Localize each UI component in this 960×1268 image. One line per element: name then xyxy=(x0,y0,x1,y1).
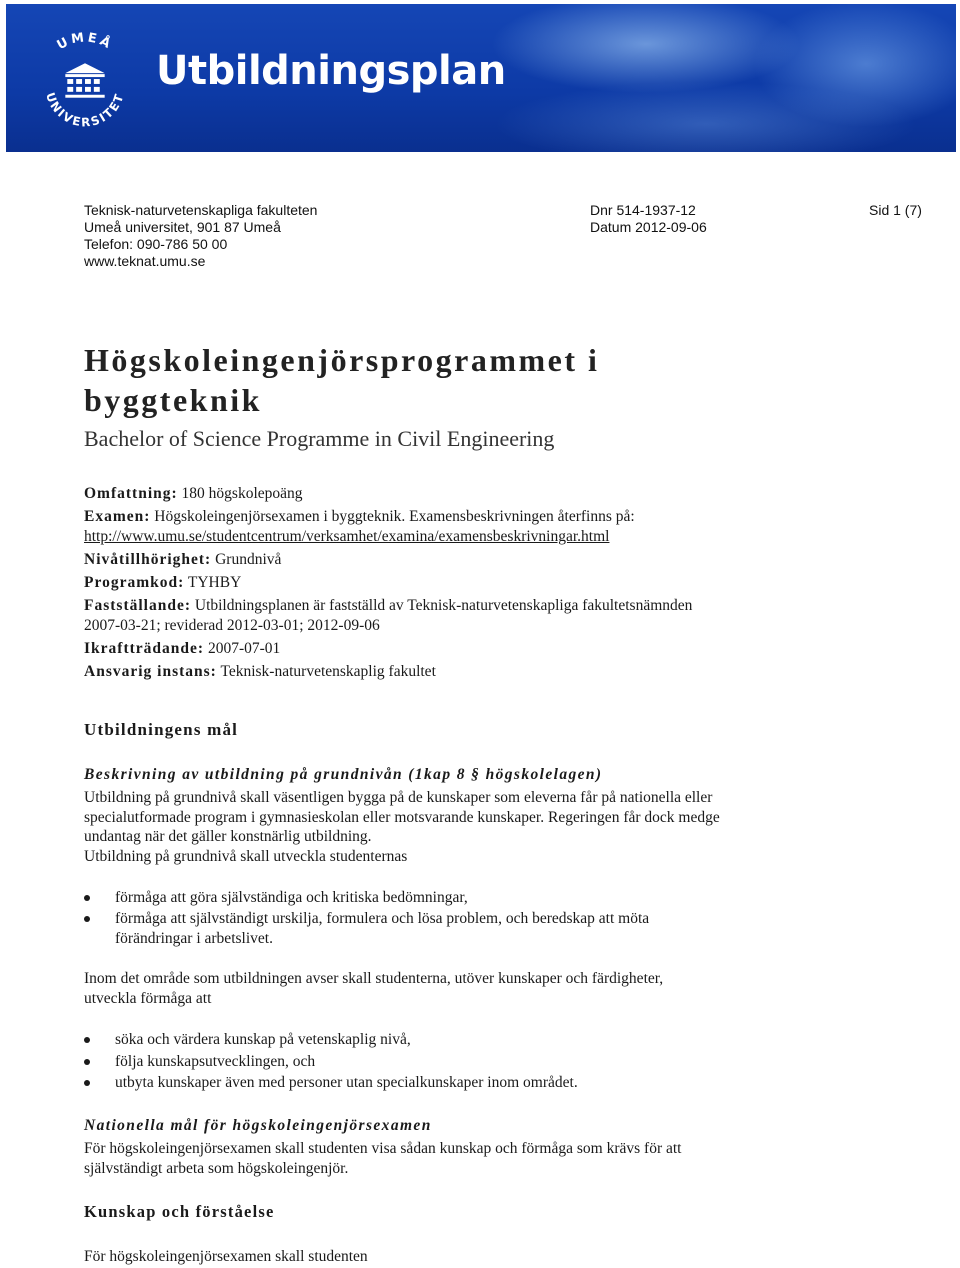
paragraph-line: Utbildning på grundnivå skall väsentligen bygga på de kunskaper som eleverna får på nationella eller xyxy=(84,789,713,806)
title-line: byggteknik xyxy=(84,382,262,418)
paragraph-line: undantag när det gäller konstnärlig utbildning. xyxy=(84,828,372,845)
programkod-row xyxy=(84,573,884,593)
kunskap-paragraph xyxy=(84,1247,884,1267)
beskrivning-paragraph xyxy=(84,788,884,866)
page-number: Sid 1 (7) xyxy=(869,202,922,218)
ansvarig-row xyxy=(84,662,884,682)
reference-block xyxy=(590,202,707,236)
list-item-text: förmåga att göra självständiga och kritiska bedömningar, xyxy=(115,889,468,906)
ikraft-value: 2007-07-01 xyxy=(207,640,281,657)
subheading-beskrivning: Beskrivning av utbildning på grundnivån (1kap 8 § högskolelagen) xyxy=(84,766,603,783)
omfattning-label: Omfattning: xyxy=(84,485,178,502)
ansvarig-value: Teknisk-naturvetenskaplig fakultet xyxy=(220,663,436,680)
nationella-paragraph xyxy=(84,1139,884,1178)
examen-value: Högskoleingenjörsexamen i byggteknik. Examensbeskrivningen återfinns på: xyxy=(154,508,635,525)
address-line: Teknisk-naturvetenskapliga fakulteten xyxy=(84,202,318,218)
list-item-text: utbyta kunskaper även med personer utan specialkunskaper inom området. xyxy=(115,1074,578,1091)
faststallande-value: Utbildningsplanen är fastställd av Teknisk-naturvetenskapliga fakultetsnämnden xyxy=(194,597,693,614)
niva-row xyxy=(84,550,884,570)
faculty-address-block xyxy=(84,202,317,270)
subheading-nationella: Nationella mål för högskoleingenjörsexamen xyxy=(84,1117,432,1134)
ansvarig-label: Ansvarig instans: xyxy=(84,663,217,680)
ikraft-label: Ikraftträdande: xyxy=(84,640,205,657)
paragraph-line: För högskoleingenjörsexamen skall studenten visa sådan kunskap och förmåga som krävs för att xyxy=(84,1140,682,1157)
svg-text:UNIVERSITET: UNIVERSITET xyxy=(43,90,127,130)
niva-value: Grundnivå xyxy=(215,551,282,568)
header-banner xyxy=(6,4,956,152)
examen-link-row xyxy=(84,527,884,547)
examen-row xyxy=(84,507,884,527)
bullet-icon xyxy=(84,916,90,922)
document-date: Datum 2012-09-06 xyxy=(590,219,707,235)
paragraph-line: utveckla förmåga att xyxy=(84,989,212,1007)
examensbeskrivning-link[interactable]: http://www.umu.se/studentcentrum/verksamhet/examina/examensbeskrivningar.html xyxy=(84,528,610,545)
faststallande-row xyxy=(84,596,884,616)
list-item-text: söka och värdera kunskap på vetenskaplig nivå, xyxy=(115,1031,411,1048)
programkod-label: Programkod: xyxy=(84,574,185,591)
faststallande-label: Fastställande: xyxy=(84,597,191,614)
programme-details xyxy=(84,484,884,685)
document-subtitle: Bachelor of Science Programme in Civil Engineering xyxy=(84,426,555,451)
list-item-text: följa kunskapsutvecklingen, och xyxy=(115,1053,316,1070)
omfattning-value: 180 högskolepoäng xyxy=(181,485,303,502)
bullet-icon xyxy=(84,895,90,901)
faststallande-dates: 2007-03-21; reviderad 2012-03-01; 2012-09-06 xyxy=(84,617,380,634)
address-line: Telefon: 090-786 50 00 xyxy=(84,236,228,252)
bullet-icon xyxy=(84,1080,90,1086)
bullet-icon xyxy=(84,1059,90,1065)
banner-title: Utbildningsplan xyxy=(156,48,506,94)
niva-label: Nivåtillhörighet: xyxy=(84,551,212,568)
svg-text:UMEÅ: UMEÅ xyxy=(54,30,116,54)
paragraph-line: För högskoleingenjörsexamen skall studenten xyxy=(84,1248,368,1265)
dnr-number: Dnr 514-1937-12 xyxy=(590,202,696,218)
bullet-icon xyxy=(84,1037,90,1043)
paragraph-line: självständigt arbeta som högskoleingenjör. xyxy=(84,1159,349,1177)
list-item-text: förändringar i arbetslivet. xyxy=(115,930,273,947)
section-heading-kunskap: Kunskap och förståelse xyxy=(84,1202,275,1221)
ikraft-row xyxy=(84,639,884,659)
paragraph-line: specialutformade program i gymnasieskolan eller motsvarande kunskaper. Regeringen får dock medge xyxy=(84,808,720,826)
faculty-website-link[interactable]: www.teknat.umu.se xyxy=(84,253,206,269)
paragraph-line: Inom det område som utbildningen avser skall studenterna, utöver kunskaper och färdigheter, xyxy=(84,970,664,987)
document-title xyxy=(84,340,599,420)
list-item-text: förmåga att självständigt urskilja, formulera och lösa problem, och beredskap att möta xyxy=(115,910,650,927)
title-line: Högskoleingenjörsprogrammet i xyxy=(84,342,600,378)
examen-label: Examen: xyxy=(84,508,151,525)
programkod-value: TYHBY xyxy=(187,574,242,591)
inom-paragraph xyxy=(84,969,884,1008)
paragraph-line: Utbildning på grundnivå skall utveckla studenternas xyxy=(84,847,408,865)
address-line: Umeå universitet, 901 87 Umeå xyxy=(84,219,281,235)
omfattning-row xyxy=(84,484,884,504)
university-seal-logo xyxy=(26,22,144,140)
section-heading-mal: Utbildningens mål xyxy=(84,720,239,739)
